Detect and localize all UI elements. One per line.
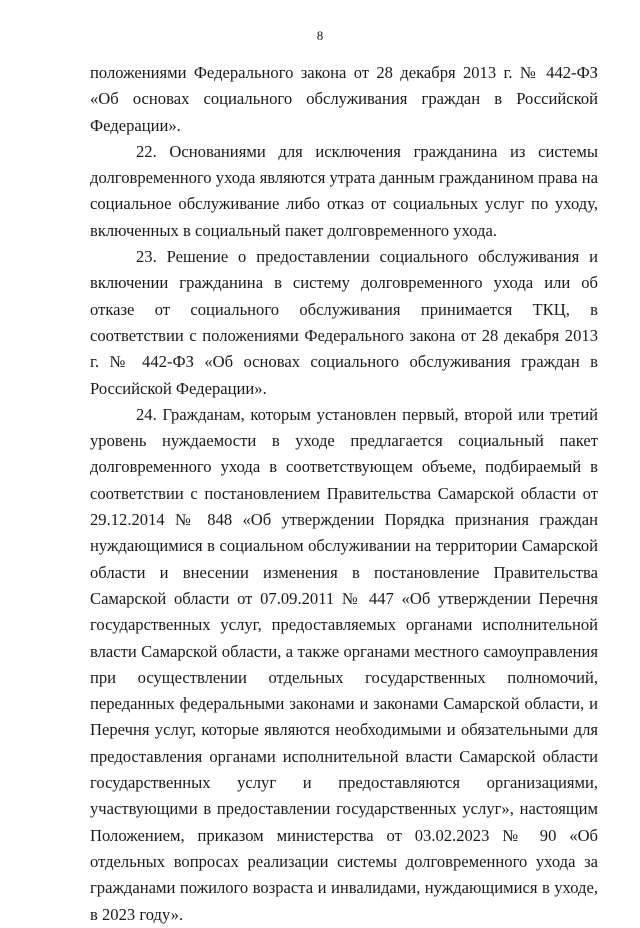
paragraph-continuation: положениями Федерального закона от 28 декабря 2013 г. № 442-ФЗ «Об основах социального обслуживания граждан в Российской Федерации». (90, 63, 598, 135)
page-number: 8 (316, 28, 324, 43)
document-body (90, 60, 598, 928)
paragraph-24: 24. Гражданам, которым установлен первый, второй или третий уровень нуждаемости в уходе предлагается социальный пакет долговременного ухода в соответствующем объеме, подбираемый в соответствии с постановлением Правительства Самарской области от 29.12.2014 № 848 «Об утверждении Порядка признания граждан нуждающимися в социальном обслуживании на территории Самарской области и внесении изменения в постановление Правительства Самарской области от 07.09.2011 № 447 «Об утверждении Перечня государственных услуг, предоставляемых органами исполнительной власти Самарской области, а также органами местного самоуправления при осуществлении отдельных государственных полномочий, переданных федеральными законами и законами Самарской области, и Перечня услуг, которые являются необходимыми и обязательными для предоставления органами исполнительной власти Самарской области государственных услуг и предоставляются организациями, участвующими в предоставлении государственных услуг», настоящим Положением, приказом министерства от 03.02.2023 № 90 «Об отдельных вопросах реализации системы долговременного ухода за гражданами пожилого возраста и инвалидами, нуждающимися в уходе, в 2023 году». (90, 404, 598, 924)
paragraph-22: 22. Основаниями для исключения гражданина из системы долговременного ухода являются утрата данным гражданином права на социальное обслуживание либо отказ от социальных услуг по уходу, включенных в социальный пакет долговременного ухода. (90, 141, 598, 240)
paragraph-23: 23. Решение о предоставлении социального обслуживания и включении гражданина в систему долговременного ухода или об отказе от социального обслуживания принимается ТКЦ, в соответствии с положениями Федерального закона от 28 декабря 2013 г. № 442-ФЗ «Об основах социального обслуживания граждан в Российской Федерации». (90, 247, 598, 398)
